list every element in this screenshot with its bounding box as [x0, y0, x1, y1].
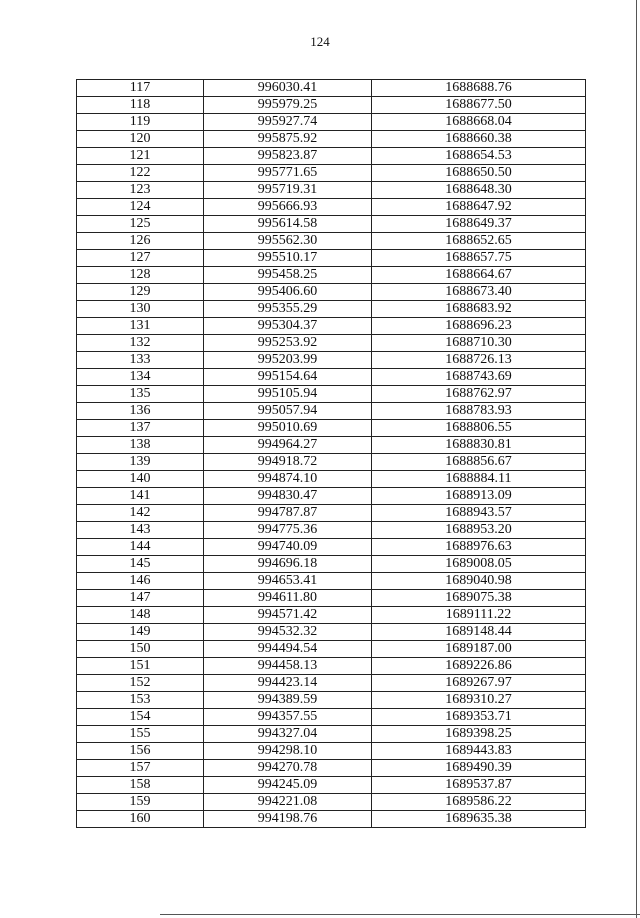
y-coordinate-cell: 1689267.97: [372, 675, 586, 692]
x-coordinate-cell: 994571.42: [204, 607, 372, 624]
table-row: [77, 590, 586, 607]
point-number-cell: 155: [77, 726, 204, 743]
x-coordinate-cell: 995406.60: [204, 284, 372, 301]
point-number-cell: 122: [77, 165, 204, 182]
table-row: [77, 454, 586, 471]
table-row: [77, 777, 586, 794]
point-number-cell: 133: [77, 352, 204, 369]
table-row: [77, 165, 586, 182]
x-coordinate-cell: 995304.37: [204, 318, 372, 335]
point-number-cell: 136: [77, 403, 204, 420]
coordinates-table-body: [77, 80, 586, 828]
table-row: [77, 522, 586, 539]
point-number-cell: 144: [77, 539, 204, 556]
y-coordinate-cell: 1688783.93: [372, 403, 586, 420]
x-coordinate-cell: 994198.76: [204, 811, 372, 828]
y-coordinate-cell: 1688668.04: [372, 114, 586, 131]
y-coordinate-cell: 1688648.30: [372, 182, 586, 199]
y-coordinate-cell: 1689226.86: [372, 658, 586, 675]
table-row: [77, 420, 586, 437]
y-coordinate-cell: 1689187.00: [372, 641, 586, 658]
y-coordinate-cell: 1689008.05: [372, 556, 586, 573]
table-row: [77, 811, 586, 828]
x-coordinate-cell: 994270.78: [204, 760, 372, 777]
page-number: 124: [310, 34, 330, 49]
table-row: [77, 641, 586, 658]
table-row: [77, 573, 586, 590]
point-number-cell: 121: [77, 148, 204, 165]
y-coordinate-cell: 1688806.55: [372, 420, 586, 437]
table-row: [77, 675, 586, 692]
table-row: [77, 352, 586, 369]
x-coordinate-cell: 994327.04: [204, 726, 372, 743]
point-number-cell: 126: [77, 233, 204, 250]
x-coordinate-cell: 995010.69: [204, 420, 372, 437]
x-coordinate-cell: 994298.10: [204, 743, 372, 760]
table-row: [77, 199, 586, 216]
point-number-cell: 125: [77, 216, 204, 233]
point-number-cell: 128: [77, 267, 204, 284]
point-number-cell: 148: [77, 607, 204, 624]
point-number-cell: 154: [77, 709, 204, 726]
x-coordinate-cell: 994221.08: [204, 794, 372, 811]
point-number-cell: 158: [77, 777, 204, 794]
point-number-cell: 134: [77, 369, 204, 386]
y-coordinate-cell: 1688660.38: [372, 131, 586, 148]
y-coordinate-cell: 1688677.50: [372, 97, 586, 114]
y-coordinate-cell: 1688943.57: [372, 505, 586, 522]
y-coordinate-cell: 1689443.83: [372, 743, 586, 760]
y-coordinate-cell: 1688664.67: [372, 267, 586, 284]
point-number-cell: 138: [77, 437, 204, 454]
x-coordinate-cell: 995719.31: [204, 182, 372, 199]
y-coordinate-cell: 1689537.87: [372, 777, 586, 794]
y-coordinate-cell: 1688743.69: [372, 369, 586, 386]
table-row: [77, 743, 586, 760]
x-coordinate-cell: 996030.41: [204, 80, 372, 97]
y-coordinate-cell: 1689148.44: [372, 624, 586, 641]
point-number-cell: 118: [77, 97, 204, 114]
table-row: [77, 403, 586, 420]
y-coordinate-cell: 1689490.39: [372, 760, 586, 777]
point-number-cell: 160: [77, 811, 204, 828]
y-coordinate-cell: 1689075.38: [372, 590, 586, 607]
point-number-cell: 140: [77, 471, 204, 488]
x-coordinate-cell: 994653.41: [204, 573, 372, 590]
coordinates-table: [76, 79, 586, 828]
y-coordinate-cell: 1688657.75: [372, 250, 586, 267]
point-number-cell: 146: [77, 573, 204, 590]
point-number-cell: 147: [77, 590, 204, 607]
point-number-cell: 150: [77, 641, 204, 658]
table-row: [77, 760, 586, 777]
y-coordinate-cell: 1688652.65: [372, 233, 586, 250]
x-coordinate-cell: 994964.27: [204, 437, 372, 454]
table-row: [77, 284, 586, 301]
x-coordinate-cell: 994245.09: [204, 777, 372, 794]
table-row: [77, 386, 586, 403]
scan-edge-right: [636, 0, 637, 918]
y-coordinate-cell: 1688673.40: [372, 284, 586, 301]
y-coordinate-cell: 1688830.81: [372, 437, 586, 454]
y-coordinate-cell: 1688649.37: [372, 216, 586, 233]
table-row: [77, 692, 586, 709]
x-coordinate-cell: 994918.72: [204, 454, 372, 471]
x-coordinate-cell: 995355.29: [204, 301, 372, 318]
point-number-cell: 153: [77, 692, 204, 709]
point-number-cell: 131: [77, 318, 204, 335]
x-coordinate-cell: 994611.80: [204, 590, 372, 607]
x-coordinate-cell: 994494.54: [204, 641, 372, 658]
y-coordinate-cell: 1689040.98: [372, 573, 586, 590]
y-coordinate-cell: 1689353.71: [372, 709, 586, 726]
table-row: [77, 233, 586, 250]
point-number-cell: 141: [77, 488, 204, 505]
point-number-cell: 159: [77, 794, 204, 811]
x-coordinate-cell: 994357.55: [204, 709, 372, 726]
y-coordinate-cell: 1688696.23: [372, 318, 586, 335]
y-coordinate-cell: 1688884.11: [372, 471, 586, 488]
point-number-cell: 135: [77, 386, 204, 403]
point-number-cell: 130: [77, 301, 204, 318]
y-coordinate-cell: 1689398.25: [372, 726, 586, 743]
table-row: [77, 318, 586, 335]
point-number-cell: 151: [77, 658, 204, 675]
point-number-cell: 139: [77, 454, 204, 471]
point-number-cell: 152: [77, 675, 204, 692]
table-row: [77, 794, 586, 811]
y-coordinate-cell: 1688913.09: [372, 488, 586, 505]
table-row: [77, 182, 586, 199]
y-coordinate-cell: 1688856.67: [372, 454, 586, 471]
x-coordinate-cell: 995203.99: [204, 352, 372, 369]
table-row: [77, 607, 586, 624]
point-number-cell: 149: [77, 624, 204, 641]
point-number-cell: 119: [77, 114, 204, 131]
table-row: [77, 437, 586, 454]
y-coordinate-cell: 1688953.20: [372, 522, 586, 539]
x-coordinate-cell: 995666.93: [204, 199, 372, 216]
table-row: [77, 80, 586, 97]
x-coordinate-cell: 995979.25: [204, 97, 372, 114]
table-row: [77, 556, 586, 573]
x-coordinate-cell: 994532.32: [204, 624, 372, 641]
x-coordinate-cell: 995105.94: [204, 386, 372, 403]
table-row: [77, 471, 586, 488]
table-row: [77, 114, 586, 131]
y-coordinate-cell: 1688688.76: [372, 80, 586, 97]
x-coordinate-cell: 995562.30: [204, 233, 372, 250]
y-coordinate-cell: 1688976.63: [372, 539, 586, 556]
point-number-cell: 120: [77, 131, 204, 148]
x-coordinate-cell: 994787.87: [204, 505, 372, 522]
table-row: [77, 539, 586, 556]
table-row: [77, 148, 586, 165]
y-coordinate-cell: 1688762.97: [372, 386, 586, 403]
y-coordinate-cell: 1689586.22: [372, 794, 586, 811]
point-number-cell: 157: [77, 760, 204, 777]
x-coordinate-cell: 995510.17: [204, 250, 372, 267]
x-coordinate-cell: 995823.87: [204, 148, 372, 165]
y-coordinate-cell: 1688683.92: [372, 301, 586, 318]
x-coordinate-cell: 994696.18: [204, 556, 372, 573]
y-coordinate-cell: 1688650.50: [372, 165, 586, 182]
table-row: [77, 369, 586, 386]
y-coordinate-cell: 1688710.30: [372, 335, 586, 352]
table-row: [77, 267, 586, 284]
x-coordinate-cell: 994740.09: [204, 539, 372, 556]
table-row: [77, 709, 586, 726]
y-coordinate-cell: 1688654.53: [372, 148, 586, 165]
y-coordinate-cell: 1689635.38: [372, 811, 586, 828]
table-row: [77, 216, 586, 233]
x-coordinate-cell: 994830.47: [204, 488, 372, 505]
table-row: [77, 624, 586, 641]
y-coordinate-cell: 1689310.27: [372, 692, 586, 709]
table-row: [77, 250, 586, 267]
point-number-cell: 117: [77, 80, 204, 97]
x-coordinate-cell: 994389.59: [204, 692, 372, 709]
point-number-cell: 129: [77, 284, 204, 301]
x-coordinate-cell: 995154.64: [204, 369, 372, 386]
point-number-cell: 132: [77, 335, 204, 352]
x-coordinate-cell: 995875.92: [204, 131, 372, 148]
point-number-cell: 145: [77, 556, 204, 573]
point-number-cell: 142: [77, 505, 204, 522]
y-coordinate-cell: 1688726.13: [372, 352, 586, 369]
x-coordinate-cell: 995927.74: [204, 114, 372, 131]
x-coordinate-cell: 995057.94: [204, 403, 372, 420]
point-number-cell: 123: [77, 182, 204, 199]
table-row: [77, 131, 586, 148]
x-coordinate-cell: 994423.14: [204, 675, 372, 692]
x-coordinate-cell: 994874.10: [204, 471, 372, 488]
x-coordinate-cell: 995458.25: [204, 267, 372, 284]
point-number-cell: 143: [77, 522, 204, 539]
x-coordinate-cell: 995771.65: [204, 165, 372, 182]
point-number-cell: 156: [77, 743, 204, 760]
table-row: [77, 658, 586, 675]
table-row: [77, 505, 586, 522]
point-number-cell: 124: [77, 199, 204, 216]
table-row: [77, 301, 586, 318]
point-number-cell: 137: [77, 420, 204, 437]
y-coordinate-cell: 1689111.22: [372, 607, 586, 624]
table-row: [77, 335, 586, 352]
table-row: [77, 726, 586, 743]
scan-edge-bottom: [160, 914, 640, 915]
x-coordinate-cell: 995253.92: [204, 335, 372, 352]
x-coordinate-cell: 994458.13: [204, 658, 372, 675]
table-row: [77, 488, 586, 505]
x-coordinate-cell: 994775.36: [204, 522, 372, 539]
point-number-cell: 127: [77, 250, 204, 267]
x-coordinate-cell: 995614.58: [204, 216, 372, 233]
table-row: [77, 97, 586, 114]
y-coordinate-cell: 1688647.92: [372, 199, 586, 216]
